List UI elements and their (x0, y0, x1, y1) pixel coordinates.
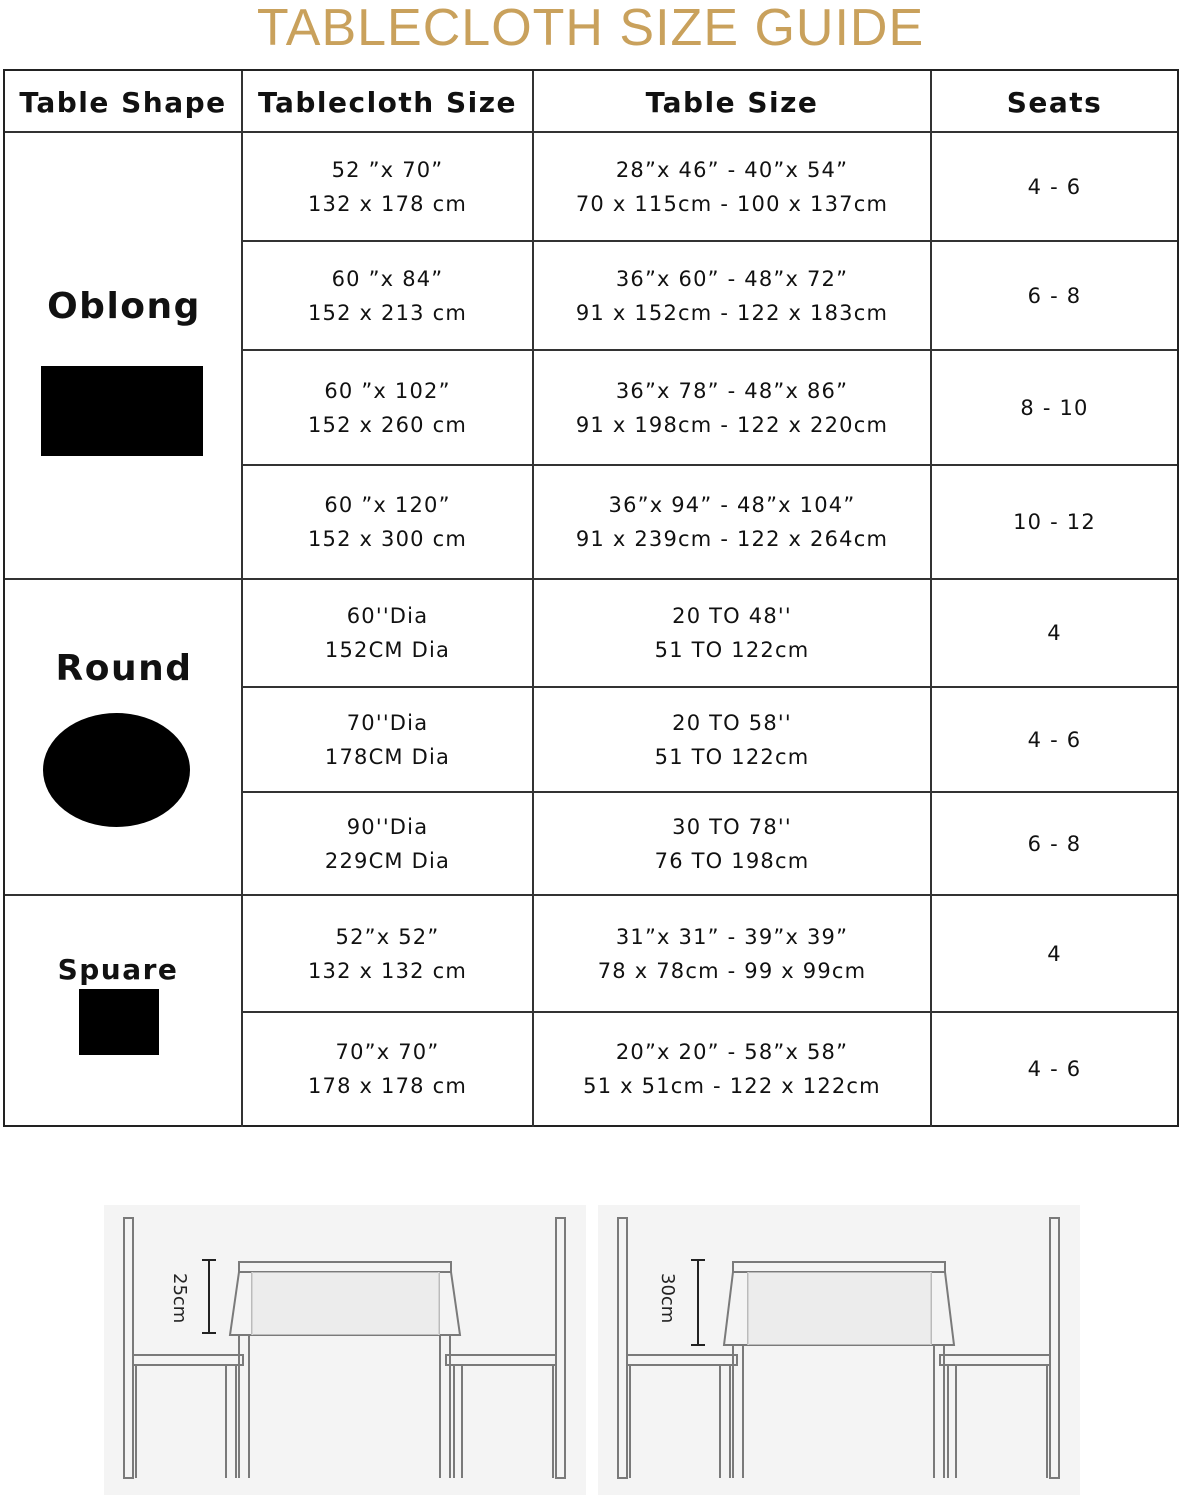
table-size-cell: 30 TO 78'' 76 TO 198cm (654, 814, 810, 873)
drop-diagram-left (104, 1205, 586, 1495)
tablecloth-size-cell: 70''Dia 178CM Dia (324, 710, 451, 769)
seats-cell: 8 - 10 (1020, 395, 1089, 420)
header-tablecloth-size: Tablecloth Size (257, 85, 518, 119)
tablecloth-size-cell: 52 ”x 70” 132 x 178 cm (307, 157, 468, 216)
square-shape-icon (79, 989, 159, 1055)
header-table-shape: Table Shape (19, 85, 227, 119)
shape-label-round: Round (55, 648, 193, 689)
seats-cell: 4 (1047, 941, 1062, 966)
table-chairs-illustration (104, 1205, 586, 1495)
guide-title: TABLECLOTH SIZE GUIDE (256, 0, 925, 57)
tablecloth-size-cell: 60 ”x 84” 152 x 213 cm (307, 266, 468, 325)
table-size-cell: 36”x 60” - 48”x 72” 91 x 152cm - 122 x 183cm (575, 266, 889, 325)
tablecloth-size-cell: 60''Dia 152CM Dia (324, 604, 451, 662)
tablecloth-size-cell: 90''Dia 229CM Dia (324, 814, 451, 873)
tablecloth-size-cell: 70”x 70” 178 x 178 cm (307, 1040, 468, 1098)
table-size-cell: 20”x 20” - 58”x 58” 51 x 51cm - 122 x 122cm (583, 1040, 881, 1098)
table-size-cell: 20 TO 48'' 51 TO 122cm (654, 604, 810, 662)
seats-cell: 4 - 6 (1027, 727, 1082, 752)
header-table-size: Table Size (645, 85, 819, 119)
size-guide-table (3, 69, 1179, 1127)
oblong-shape-icon (41, 366, 203, 456)
seats-cell: 4 (1047, 621, 1062, 645)
table-size-cell: 20 TO 58'' 51 TO 122cm (654, 710, 810, 769)
seats-cell: 4 - 6 (1027, 1057, 1082, 1081)
tablecloth-size-cell: 52”x 52” 132 x 132 cm (307, 924, 468, 983)
table-size-cell: 31”x 31” - 39”x 39” 78 x 78cm - 99 x 99cm (597, 924, 867, 983)
table-chairs-illustration (598, 1205, 1080, 1495)
table-size-cell: 36”x 78” - 48”x 86” 91 x 198cm - 122 x 220cm (575, 378, 889, 437)
shape-label-square: Spuare (57, 953, 179, 986)
round-shape-icon (43, 713, 190, 827)
seats-cell: 4 - 6 (1027, 174, 1082, 199)
header-seats: Seats (1006, 85, 1103, 119)
shape-label-oblong: Oblong (47, 286, 201, 327)
drop-length-label: 25cm (169, 1273, 190, 1324)
drop-diagram-right (598, 1205, 1080, 1495)
drop-length-label: 30cm (657, 1273, 678, 1324)
table-size-cell: 36”x 94” - 48”x 104” 91 x 239cm - 122 x 264cm (575, 493, 889, 551)
seats-cell: 10 - 12 (1013, 510, 1096, 534)
table-size-cell: 28”x 46” - 40”x 54” 70 x 115cm - 100 x 137cm (575, 157, 889, 216)
seats-cell: 6 - 8 (1027, 831, 1082, 856)
tablecloth-size-cell: 60 ”x 120” 152 x 300 cm (307, 493, 468, 551)
tablecloth-size-cell: 60 ”x 102” 152 x 260 cm (307, 378, 468, 437)
seats-cell: 6 - 8 (1027, 283, 1082, 308)
